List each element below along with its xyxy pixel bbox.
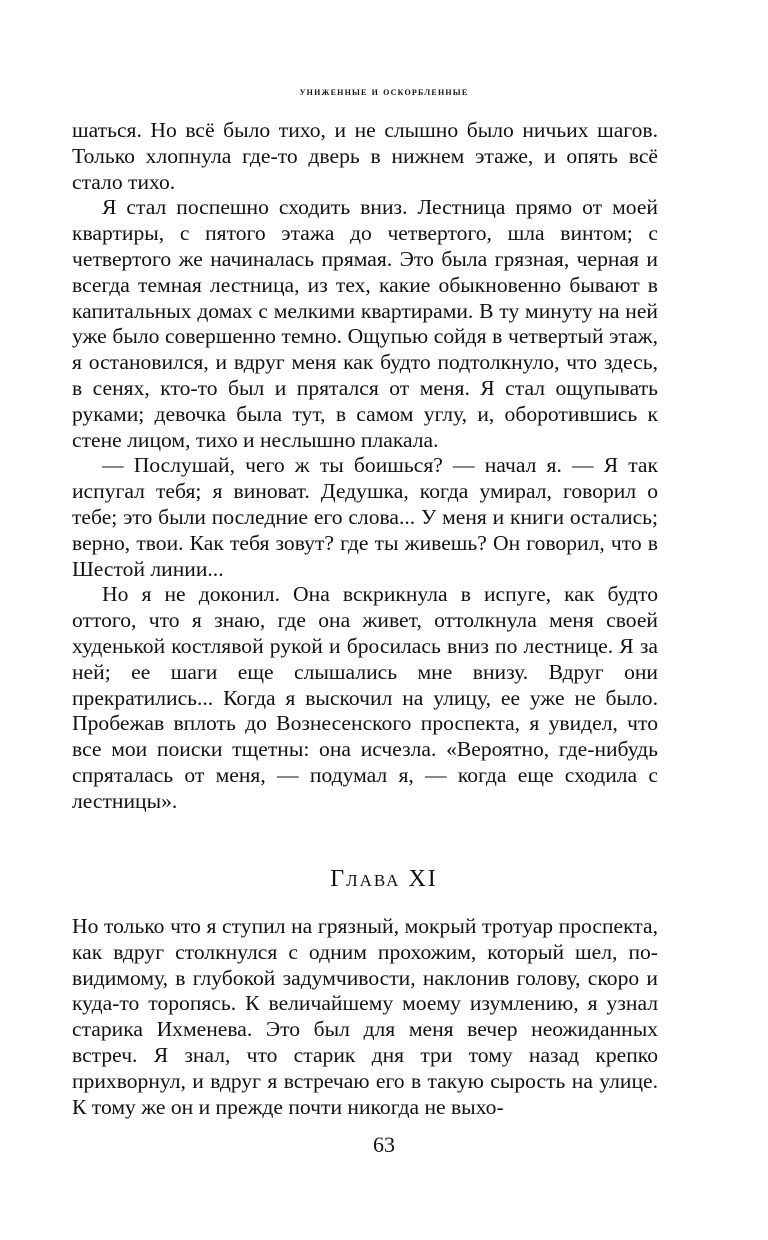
paragraph: Я стал поспешно сходить вниз. Лестница прямо от моей квартиры, с пятого этажа до четвертого, шла винтом; с четвертого же начиналась прямая. Это была грязная, черная и всегда темная лестница, из тех, какие обыкновенно бывают в капитальных домах с мелкими квартирами. В ту минуту на ней уже было совершенно темно. Ощупью сойдя в четвертый этаж, я остановился, и вдруг меня как будто подтолкнуло, что здесь, в сенях, кто-то был и прятался от меня. Я стал ощупывать руками; девочка была тут, в самом углу, и, оборотившись к стене лицом, тихо и неслышно плакала.	[72, 195, 658, 452]
text-block-bottom	[72, 914, 658, 1120]
chapter-title: Глава XI	[330, 866, 438, 892]
paragraph: Но я не доконил. Она вскрикнула в испуге, как будто оттого, что я знаю, где она живет, оттолкнула меня своей худенькой костлявой рукой и бросилась вниз по лестнице. Я за ней; ее шаги еще слышались мне внизу. Вдруг они прекратились... Когда я выскочил на улицу, ее уже не было. Пробежав вплоть до Вознесенского проспекта, я увидел, что все мои поиски тщетны: она исчезла. «Вероятно, где-нибудь спряталась от меня, — подумал я, — когда еще сходила с лестницы».	[72, 582, 658, 813]
paragraph: шаться. Но всё было тихо, и не слышно было ничьих шагов. Только хлопнула где-то дверь в нижнем этаже, и опять всё стало тихо.	[72, 118, 658, 194]
running-header: униженные и оскорбленные	[299, 86, 469, 98]
text-block-top	[72, 118, 658, 815]
page-number: 63	[373, 1132, 395, 1157]
paragraph: — Послушай, чего ж ты боишься? — начал я. — Я так испугал тебя; я виноват. Дедушка, когда умирал, говорил о тебе; это были последние его слова... У меня и книги остались; верно, твои. Как тебя зовут? где ты живешь? Он говорил, что в Шестой линии...	[72, 453, 658, 581]
paragraph: Но только что я ступил на грязный, мокрый тротуар проспекта, как вдруг столкнулся с одним прохожим, который шел, по-видимому, в глубокой задумчивости, наклонив голову, скоро и куда-то торопясь. К величайшему моему изумлению, я узнал старика Ихменева. Это был для меня вечер неожиданных встреч. Я знал, что старик дня три тому назад крепко прихворнул, и вдруг я встречаю его в такую сырость на улице. К тому же он и прежде почти никогда не выхо-	[72, 914, 658, 1119]
